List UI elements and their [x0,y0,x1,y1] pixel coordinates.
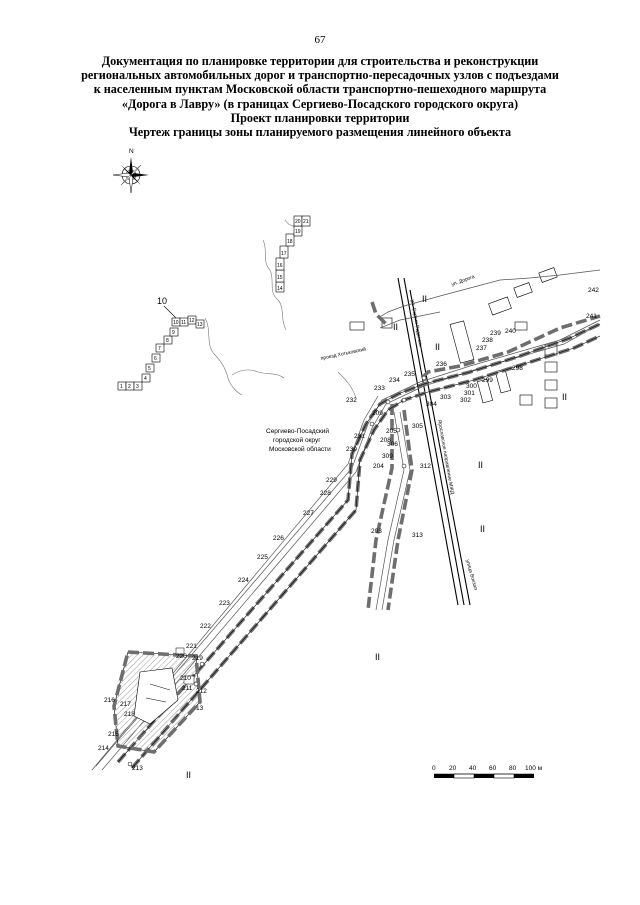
boundary-point: 209 [372,410,383,417]
road-label-street-top: ул. Сергия Радонеж. [409,299,424,348]
parcel-number: 21 [303,219,309,225]
boundary-point: 300 [466,383,477,390]
road-label-north: ул. Дорога [450,273,476,288]
boundary-point: 240 [505,328,516,335]
parcel-number: 7 [158,346,161,352]
boundary-point: 217 [120,701,131,708]
parcel-number: 4 [144,376,147,382]
parcel-number: 8 [166,338,169,344]
scale-bar [432,765,543,778]
title-line-6: Чертеж границы зоны планируемого размещения линейного объекта [128,125,512,140]
parcel-number: 15 [277,275,283,281]
zone-mark: II [186,770,192,780]
parcel-number: 6 [154,356,157,362]
boundary-point: 228 [320,490,331,497]
parcel-number: 17 [281,251,287,257]
boundary-point: 219 [192,655,203,662]
boundary-point: 204 [373,463,384,470]
boundary-point: 312 [420,463,431,470]
boundary-point: 229 [326,477,337,484]
boundary-point: 236 [436,361,447,368]
road-label-khotkovo: проезд Хотьковский [320,346,367,362]
boundary-point: 212 [196,688,207,695]
boundary-point: 213 [132,765,143,772]
parcel-number: 2 [128,384,131,390]
zone-mark: II [562,392,568,402]
boundary-point: 13 [196,705,204,712]
boundary-point: 305 [412,423,423,430]
title-line-4: «Дорога в Лавру» (в границах Сергиево-Посадского городского округа) [121,96,519,111]
callout-label: 10 [157,296,168,306]
southwest-block [114,648,200,752]
boundary-point: 309 [382,453,393,460]
scale-tick: 0 [432,765,436,772]
district-label-line-3: Московской области [269,446,331,453]
boundary-point: 241 [586,313,597,320]
boundary-point: 239 [490,330,501,337]
boundary-point: 205 [386,428,397,435]
boundary-point: 313 [412,532,423,539]
boundary-point: 230 [346,446,357,453]
title-line-5: Проект планировки территории [230,110,410,125]
zone-mark: II [375,652,381,662]
parcel-number: 5 [148,366,151,372]
road-label-south: улица Вокзал [464,558,479,591]
zone-mark: II [480,524,486,534]
boundary-point: 210 [180,675,191,682]
boundary-point: 214 [98,745,109,752]
boundary-point: 302 [460,397,471,404]
zone-mark: II [422,294,428,304]
district-label-line-2: городской округ [273,437,321,444]
parcel-number: 1 [120,384,123,390]
parcel-number: 11 [181,320,187,326]
boundary-point: 223 [219,600,230,607]
left-parcel-chain [118,316,204,390]
road-label-railway: Ярославское направление МЖД [436,419,456,495]
boundary-point: 231 [354,433,365,440]
boundary-point: 234 [389,377,400,384]
scale-tick: 20 [449,765,457,772]
page-number: 67 [314,34,326,46]
district-label [266,427,331,453]
boundary-point: 298 [512,365,523,372]
boundary-point: 208 [380,437,391,444]
left-chain-numbers [120,318,203,390]
boundary-point: 232 [346,397,357,404]
title-line-2: региональных автомобильных дорог и транспортно-пересадочных узлов с подъездами [81,68,559,83]
zone-mark: II [393,322,399,332]
boundary-point: 301 [464,390,475,397]
scale-tick: 60 [489,765,497,772]
boundary-point: 227 [303,510,314,517]
boundary-point: 216 [104,697,115,704]
boundary-point: 237 [476,345,487,352]
boundary-point: 211 [182,685,193,692]
parcel-number: 14 [277,286,283,292]
boundary-point: 203 [371,528,382,535]
parcel-number: 20 [295,219,301,225]
zone-mark: II [435,342,441,352]
parcel-number: 9 [172,330,175,336]
boundary-point: 225 [257,554,268,561]
parcel-number: 3 [136,384,139,390]
district-label-line-1: Сергиево-Посадский [266,428,330,435]
boundary-point: 235 [404,371,415,378]
boundary-point: 224 [238,577,249,584]
boundary-point: 215 [108,731,119,738]
parcel-number: 12 [189,318,195,324]
zone-mark: II [478,460,484,470]
boundary-point: 226 [273,535,284,542]
boundary-point: 221 [186,643,197,650]
boundary-point: 242 [588,287,599,294]
boundary-point: 306 [387,441,398,448]
scale-tick: 40 [469,765,477,772]
boundary-point: 238 [482,337,493,344]
scale-tick: 80 [509,765,517,772]
boundary-point: 218 [124,711,135,718]
compass-north-label: N [129,148,134,155]
scale-tick: 100 м [525,765,543,772]
boundary-point: 299 [482,377,493,384]
parcel-number: 16 [277,263,283,269]
title-line-1: Документация по планировке территории для строительства и реконструкции [101,54,539,68]
boundary-point: 303 [440,394,451,401]
parcel-number: 13 [197,322,203,328]
parcel-number: 10 [173,320,179,326]
boundary-point: 233 [374,385,385,392]
boundary-point: 222 [200,623,211,630]
parcel-number: 19 [295,229,301,235]
title-line-3: к населенным пунктам Московской области транспортно-пешеходного маршрута [93,82,547,97]
boundary-point: 220 [176,653,187,660]
boundary-point: 304 [426,401,437,408]
parcel-number: 18 [287,239,293,245]
compass-rose-icon [113,148,149,193]
